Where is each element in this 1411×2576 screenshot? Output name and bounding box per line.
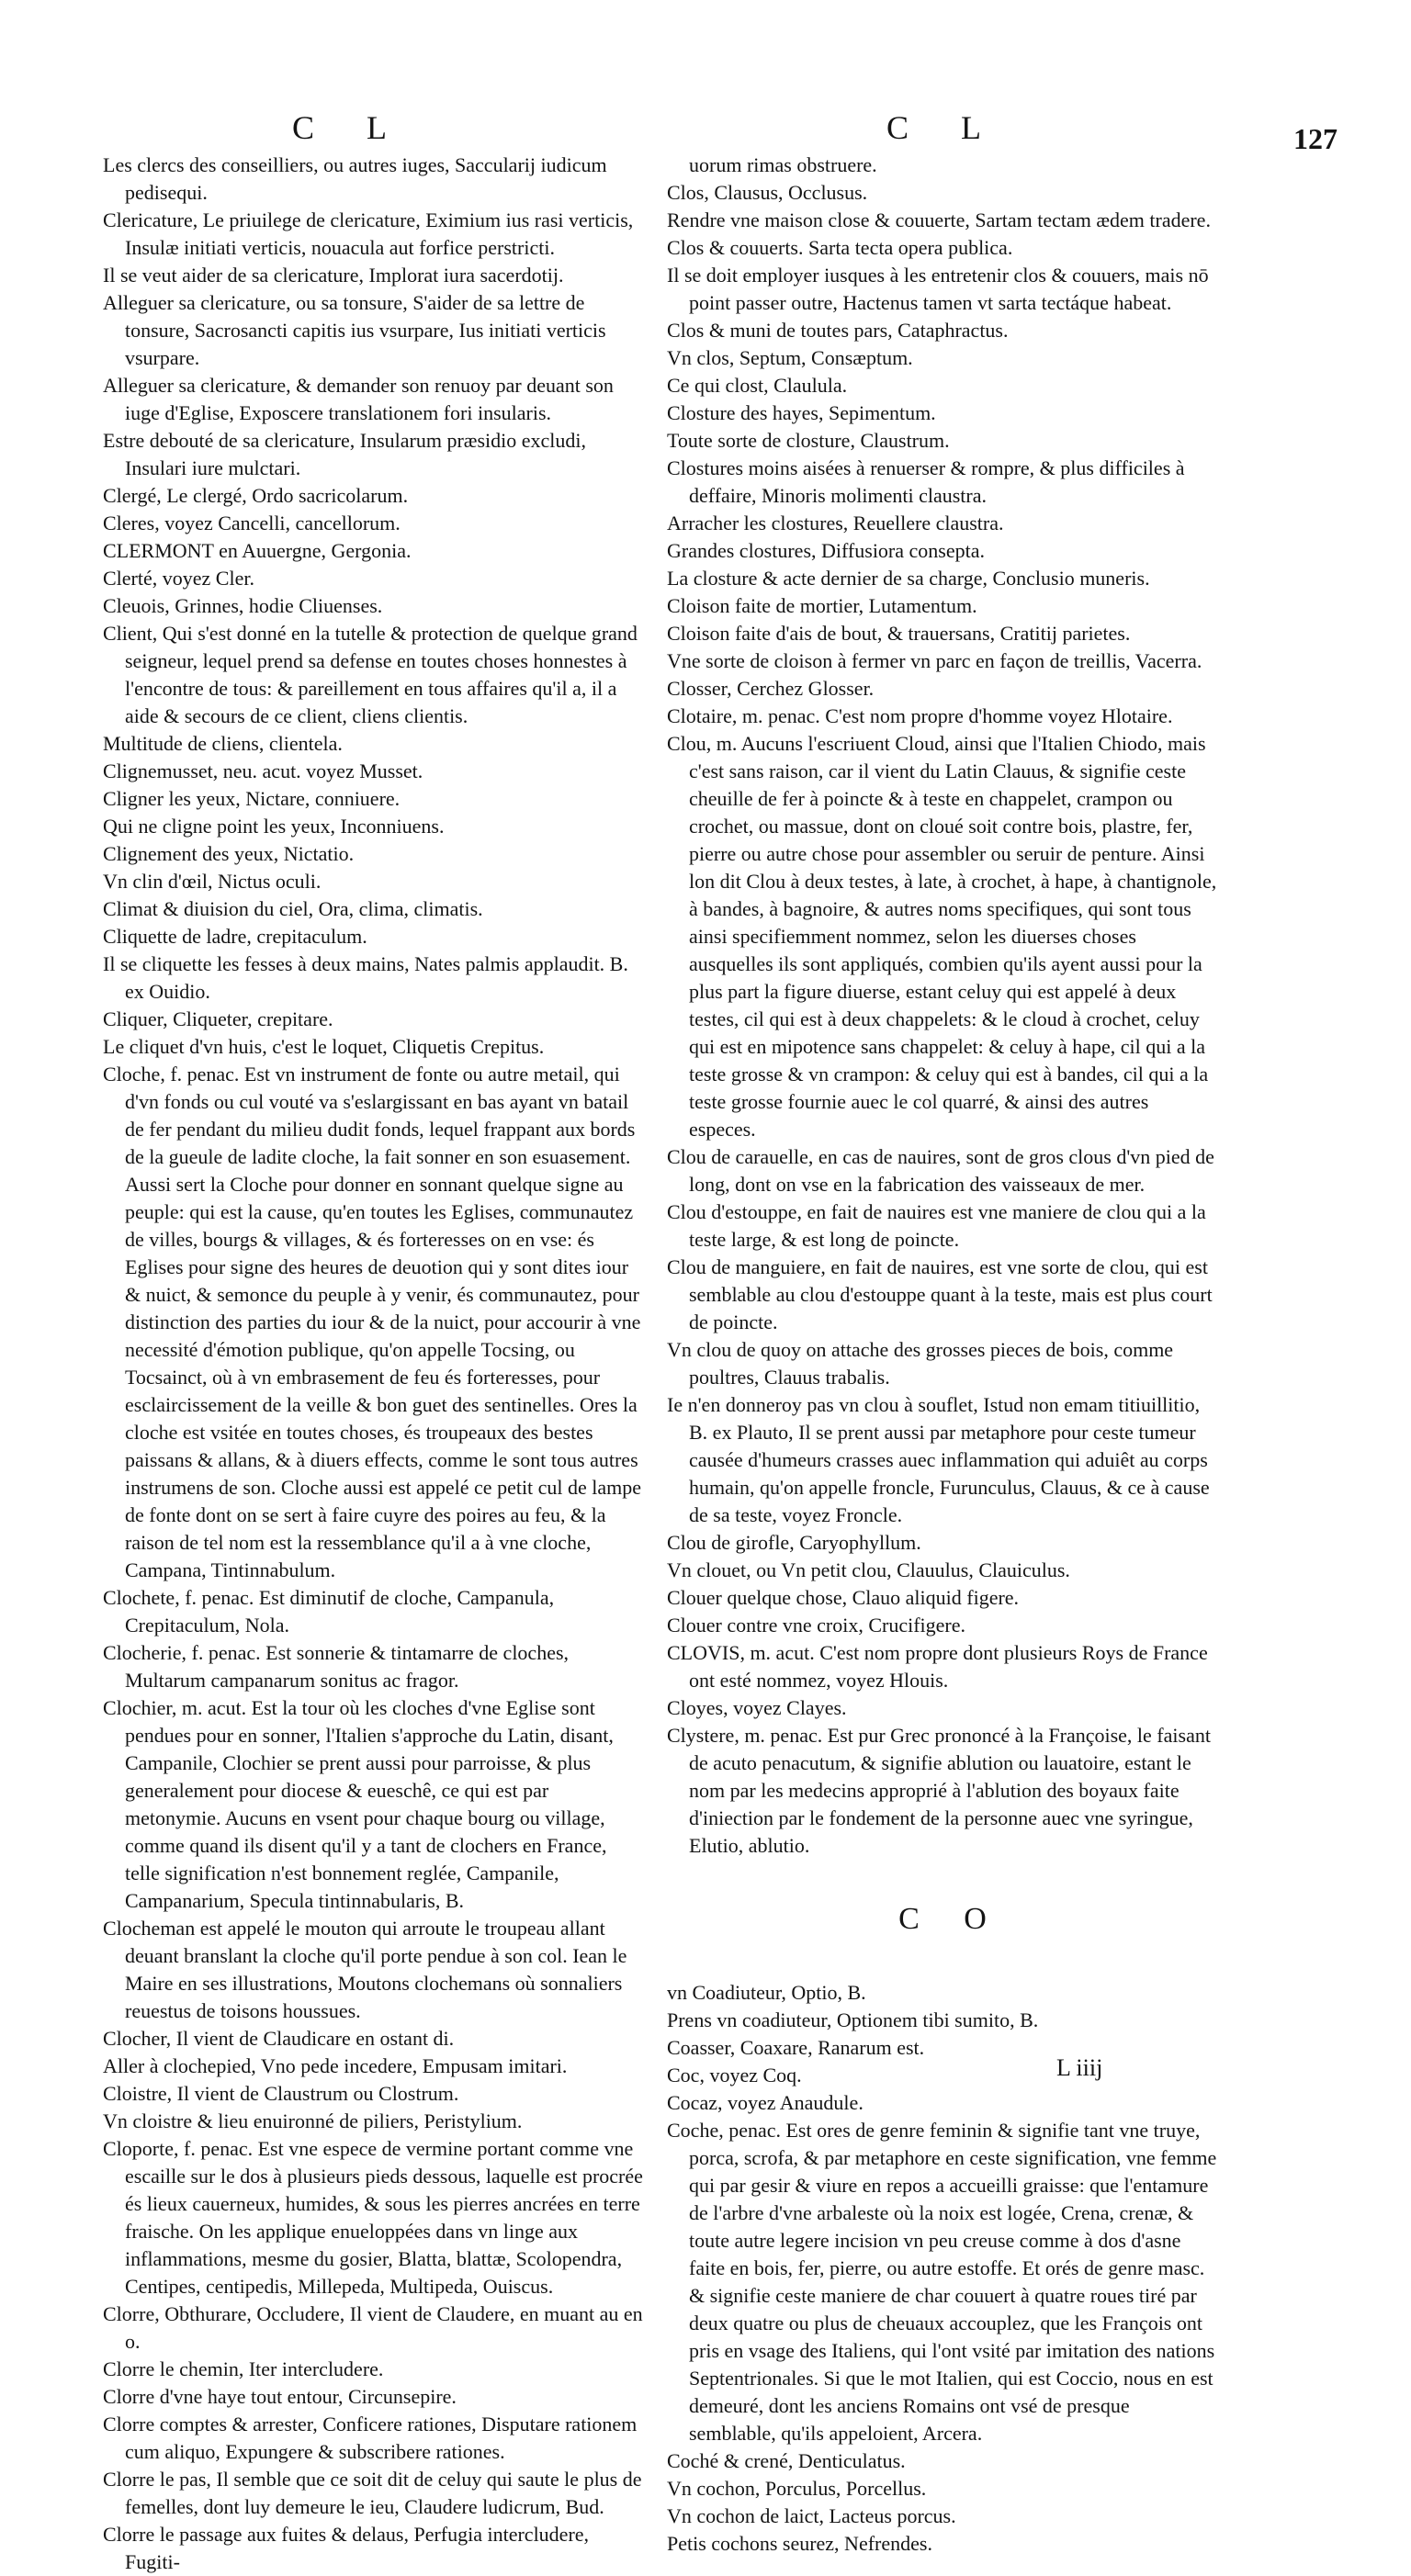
- dictionary-entry: Clorre le passage aux fuites & delaus, Perfugia intercludere, Fugiti-: [103, 2523, 590, 2573]
- dictionary-entry: Alleguer sa clericature, & demander son renuoy par deuant son iuge d'Eglise, Exposcere translationem fori insularis.: [103, 374, 614, 424]
- dictionary-entry: Coche, penac. Est ores de genre feminin & signifie tant vne truye, porca, scrofa, & par metaphore en ceste signification, vne femme qui par gesir & viure en repos a accueilli graisse: que l'entamure de l'arbre d'vne arbaleste où la noix est logée, Crena, crenæ, & toute autre legere incision vn peu creuse comme à dos d'asne faite en bois, fer, pierre, ou autre estoffe. Et orés de genre masc. & signifie ceste maniere de char couuert à quatre roues tiré par deux quatre ou plus de cheuaux accouplez, que les François ont pris en vsage des Italiens, qui l'ont vsité par imitation des nations Septentrionales. Si que le mot Italien, qui est Coccio, nous en est demeuré, dont les anciens Romains ont vsé de presque semblable, qu'ils appeloient, Arcera.: [667, 2119, 1217, 2445]
- dictionary-entry: Vn clos, Septum, Consæptum.: [667, 346, 913, 369]
- dictionary-entry: Clerté, voyez Cler.: [103, 567, 254, 590]
- dictionary-entry-continued: uorum rimas obstruere.: [689, 153, 877, 176]
- dictionary-entry: vn Coadiuteur, Optio, B.: [667, 1981, 866, 2004]
- left-column: [103, 152, 645, 2576]
- dictionary-entry: Aller à clochepied, Vno pede incedere, Empusam imitari.: [103, 2054, 568, 2077]
- dictionary-entry: Clocheman est appelé le mouton qui arroute le troupeau allant deuant branslant la cloche qu'il porte pendue à son col. Iean le Maire en ses illustrations, Moutons clochemans où sonnaliers reuestus de toisons houssues.: [103, 1917, 627, 2022]
- dictionary-entry: Clotaire, m. penac. C'est nom propre d'homme voyez Hlotaire.: [667, 704, 1173, 727]
- running-head-left: C L: [292, 109, 410, 146]
- page-number: 127: [1293, 122, 1338, 155]
- dictionary-entry: Vn clin d'œil, Nictus oculi.: [103, 870, 322, 893]
- dictionary-entry: CLERMONT en Auuergne, Gergonia.: [103, 539, 412, 562]
- dictionary-entry: CLOVIS, m. acut. C'est nom propre dont plusieurs Roys de France ont esté nommez, voyez Hlouis.: [667, 1641, 1208, 1692]
- dictionary-entry: Clou de manguiere, en fait de nauires, est vne sorte de clou, qui est semblable au clou d'estouppe quant à la teste, mais est plus court de poincte.: [667, 1255, 1213, 1333]
- dictionary-entry: Il se veut aider de sa clericature, Implorat iura sacerdotij.: [103, 264, 564, 287]
- dictionary-entry: Coché & crené, Denticulatus.: [667, 2449, 906, 2472]
- dictionary-entry: Cocaz, voyez Anaudule.: [667, 2091, 864, 2114]
- dictionary-entry: Cloison faite de mortier, Lutamentum.: [667, 594, 977, 617]
- dictionary-entry: Ie n'en donneroy pas vn clou à souflet, Istud non emam titiuillitio, B. ex Plauto, Il se prent aussi par metaphore pour ceste tumeur causée d'humeurs crasses auec inflammation qui aduiêt au corps humain, qu'on appelle froncle, Furunculus, Clauus, & ce à cause de sa teste, voyez Froncle.: [667, 1393, 1210, 1526]
- dictionary-entry: Vne sorte de cloison à fermer vn parc en façon de treillis, Vacerra.: [667, 649, 1202, 672]
- dictionary-entry: Clystere, m. penac. Est pur Grec prononcé à la Françoise, le faisant de acuto penacutum, & signifie ablution ou lauatoire, estant le nom par les medecins approprié à l'ablution des boyaux faite d'iniection par le fondement de la personne auec vne syringue, Elutio, ablutio.: [667, 1724, 1211, 1857]
- dictionary-entry: Ce qui clost, Claulula.: [667, 374, 848, 397]
- dictionary-entry: Cleres, voyez Cancelli, cancellorum.: [103, 512, 401, 534]
- dictionary-entry: Qui ne cligne point les yeux, Inconniuens.: [103, 815, 445, 838]
- dictionary-entry: Clignement des yeux, Nictatio.: [103, 842, 355, 865]
- dictionary-entry: Il se doit employer iusques à les entretenir clos & couuers, mais nō point passer outre, Hactenus tamen vt sarta tectáque habeat.: [667, 264, 1209, 314]
- dictionary-entry: Client, Qui s'est donné en la tutelle & protection de quelque grand seigneur, lequel prend sa defense en toutes choses honnestes à l'encontre de tous: & pareillement en tous affaires qu'il a, il a aide & secours de ce client, cliens clientis.: [103, 622, 638, 727]
- dictionary-entry: Clostures moins aisées à renuerser & rompre, & plus difficiles à deffaire, Minoris molimenti claustra.: [667, 456, 1185, 507]
- dictionary-entry: Clericature, Le priuilege de clericature, Eximium ius rasi verticis, Insulæ initiati verticis, nouacula aut forfice perstricti.: [103, 208, 634, 259]
- section-heading-co: C O: [898, 1902, 1005, 1936]
- dictionary-entry: La closture & acte dernier de sa charge, Conclusio muneris.: [667, 567, 1150, 590]
- dictionary-entry: Cliquer, Cliqueter, crepitare.: [103, 1007, 333, 1030]
- dictionary-entry: Alleguer sa clericature, ou sa tonsure, S'aider de sa lettre de tonsure, Sacrosancti capitis ius vsurpare, Ius initiati verticis vsurpare.: [103, 291, 606, 369]
- dictionary-entry: Estre debouté de sa clericature, Insularum præsidio excludi, Insulari iure mulctari.: [103, 429, 586, 479]
- dictionary-entry: Arracher les clostures, Reuellere claustra.: [667, 512, 1004, 534]
- dictionary-entry: Clos, Clausus, Occlusus.: [667, 181, 868, 204]
- dictionary-entry: Clochete, f. penac. Est diminutif de cloche, Campanula, Crepitaculum, Nola.: [103, 1586, 555, 1637]
- dictionary-entry: Prens vn coadiuteur, Optionem tibi sumito, B.: [667, 2008, 1039, 2031]
- dictionary-entry: Cloison faite d'ais de bout, & trauersans, Cratitij parietes.: [667, 622, 1131, 645]
- dictionary-entry: Clouer quelque chose, Clauo aliquid figere.: [667, 1586, 1020, 1609]
- dictionary-entry: Clou de carauelle, en cas de nauires, sont de gros clous d'vn pied de long, dont on vse en la fabrication des vaisseaux de mer.: [667, 1145, 1214, 1196]
- dictionary-entry: Coasser, Coaxare, Ranarum est.: [667, 2036, 925, 2059]
- dictionary-entry: Clorre le chemin, Iter intercludere.: [103, 2357, 384, 2380]
- dictionary-entry: Vn cochon, Porculus, Porcellus.: [667, 2477, 927, 2500]
- dictionary-entry: Clou de girofle, Caryophyllum.: [667, 1531, 921, 1554]
- dictionary-entry: Grandes clostures, Diffusiora consepta.: [667, 539, 985, 562]
- dictionary-entry: Clouer contre vne croix, Crucifigere.: [667, 1614, 965, 1637]
- dictionary-entry: Cloche, f. penac. Est vn instrument de fonte ou autre metail, qui d'vn fonds ou cul vouté va s'eslargissant en bas ayant vn batail de fer pendant du milieu dudit fonds, lequel frappant aux bords de la gueule de ladite cloche, la fait sonner en son esuasement. Aussi sert la Cloche pour donner en sonnant quelque signe au peuple: qui est la cause, qu'en toutes les Eglises, communautez de villes, bourgs & villages, & és forteresses on en vse: és Eglises pour signe des heures de deuotion qui y sont dites iour & nuict, & semonce du peuple à y venir, és communautez, pour distinction des parties du iour & de la nuict, pour accourir à vne necessité d'émotion publique, qu'on appelle Tocsing, ou Tocsainct, où à vn embrasement de feu és forteresses, pour esclaircissement de la veille & bon guet des sentinelles. Ores la cloche est vsitée en toutes choses, és troupeaux des bestes paissans & allans, & à diuers effects, comme le sont tous autres instrumens de son. Cloche aussi est appelé ce petit cul de lampe de fonte dont on se sert à faire cuyre des poires au feu, & la raison de tel nom est la ressemblance qu'il a à vne cloche, Campana, Tintinnabulum.: [103, 1063, 642, 1581]
- dictionary-entry: Clorre comptes & arrester, Conficere rationes, Disputare rationem cum aliquo, Expungere & subscribere rationes.: [103, 2413, 638, 2463]
- dictionary-entry: Le cliquet d'vn huis, c'est le loquet, Cliquetis Crepitus.: [103, 1035, 545, 1058]
- dictionary-entry: Toute sorte de closture, Claustrum.: [667, 429, 950, 452]
- dictionary-entry: Vn cloistre & lieu enuironné de piliers, Peristylium.: [103, 2109, 523, 2132]
- dictionary-entry: Clorre le pas, Il semble que ce soit dit de celuy qui saute le plus de femelles, dont luy demeure le ieu, Claudere ludicrum, Bud.: [103, 2468, 642, 2518]
- dictionary-entry: Clos & couuerts. Sarta tecta opera publica.: [667, 236, 1013, 259]
- dictionary-entry: Il se cliquette les fesses à deux mains, Nates palmis applaudit. B. ex Ouidio.: [103, 952, 628, 1003]
- dictionary-entry: Clocher, Il vient de Claudicare en ostant di.: [103, 2027, 455, 2050]
- dictionary-entry: Rendre vne maison close & couuerte, Sartam tectam ædem tradere.: [667, 208, 1211, 231]
- dictionary-entry: Les clercs des conseilliers, ou autres iuges, Saccularij iudicum pedisequi.: [103, 153, 607, 204]
- dictionary-entry: Clergé, Le clergé, Ordo sacricolarum.: [103, 484, 409, 507]
- dictionary-entry: Clorre, Obthurare, Occludere, Il vient de Claudere, en muant au en o.: [103, 2302, 643, 2353]
- dictionary-entry: Clocherie, f. penac. Est sonnerie & tintamarre de cloches, Multarum campanarum sonitus ac fragor.: [103, 1641, 570, 1692]
- dictionary-entry: Clorre d'vne haye tout entour, Circunsepire.: [103, 2385, 457, 2408]
- dictionary-entry: Multitude de cliens, clientela.: [103, 732, 343, 755]
- dictionary-entry: Vn cochon de laict, Lacteus porcus.: [667, 2504, 956, 2527]
- dictionary-entry: Clignemusset, neu. acut. voyez Musset.: [103, 759, 423, 782]
- dictionary-entry: Cloyes, voyez Clayes.: [667, 1696, 847, 1719]
- dictionary-entry: Petis cochons seurez, Nefrendes.: [667, 2532, 932, 2555]
- dictionary-entry: Cloistre, Il vient de Claustrum ou Clostrum.: [103, 2082, 459, 2105]
- dictionary-entry: Climat & diuision du ciel, Ora, clima, climatis.: [103, 897, 483, 920]
- dictionary-entry: Cleuois, Grinnes, hodie Cliuenses.: [103, 594, 383, 617]
- dictionary-entry: Clos & muni de toutes pars, Cataphractus.: [667, 319, 1009, 342]
- dictionary-entry: Vn clou de quoy on attache des grosses pieces de bois, comme poultres, Clauus trabalis.: [667, 1338, 1174, 1389]
- right-column: [667, 152, 1220, 2558]
- dictionary-entry: Cliquette de ladre, crepitaculum.: [103, 925, 367, 948]
- dictionary-entry: Clou d'estouppe, en fait de nauires est vne maniere de clou qui a la teste large, & est long de poincte.: [667, 1200, 1206, 1251]
- dictionary-entry: Clou, m. Aucuns l'escriuent Cloud, ainsi que l'Italien Chiodo, mais c'est sans raison, car il vient du Latin Clauus, & signifie ceste cheuille de fer à poincte & à teste en chappelet, crampon ou crochet, ou massue, dont on cloué soit contre bois, plastre, fer, pierre ou autre chose pour assembler ou seruir de penture. Ainsi lon dit Clou à deux testes, à late, à crochet, à hape, à chantignole, à bandes, à bagnoire, & autres noms specifiques, qui sont tous ainsi specifiemment nommez, selon les diuerses choses ausquelles ils sont appliqués, combien qu'ils ayent aussi pour la plus part la figure diuerse, estant celuy qui est appelé à deux testes, cil qui est à deux chappelets: & le cloud à crochet, celuy qui est en mipotence sans chappelet: & celuy à hape, cil qui a la teste grosse & vn crampon: & celuy qui est à bandes, cil qui a la teste grosse fournie auec le col quarré, & ainsi des autres especes.: [667, 732, 1217, 1141]
- dictionary-entry: Closture des hayes, Sepimentum.: [667, 401, 936, 424]
- running-head-right: C L: [886, 109, 1004, 146]
- dictionary-entry: Clochier, m. acut. Est la tour où les cloches d'vne Eglise sont pendues pour en sonner, l'Italien s'approche du Latin, disant, Campanile, Clochier se prent aussi pour parroisse, & plus generalement pour diocese & eueschê, ce qui est par metonymie. Aucuns en vsent pour chaque bourg ou village, comme quand ils disent qu'il y a tant de clochers en France, telle signification n'est bonnement reglée, Campanile, Campanarium, Specula tintinnabularis, B.: [103, 1696, 614, 1912]
- dictionary-entry: Vn clouet, ou Vn petit clou, Clauulus, Clauiculus.: [667, 1558, 1070, 1581]
- signature-mark: L iiij: [1056, 2054, 1103, 2081]
- dictionary-entry: Coc, voyez Coq.: [667, 2064, 802, 2087]
- dictionary-entry: Cligner les yeux, Nictare, conniuere.: [103, 787, 401, 810]
- dictionary-entry: Closser, Cerchez Glosser.: [667, 677, 875, 700]
- dictionary-entry: Cloporte, f. penac. Est vne espece de vermine portant comme vne escaille sur le dos à plusieurs pieds dessous, laquelle est procrée és lieux cauerneux, humides, & sous les pierres ancrées en terre fraische. On les applique enueloppées dans vn linge aux inflammations, mesme du gosier, Blatta, blattæ, Scolopendra, Centipes, centipedis, Millepeda, Multipeda, Ouiscus.: [103, 2137, 643, 2298]
